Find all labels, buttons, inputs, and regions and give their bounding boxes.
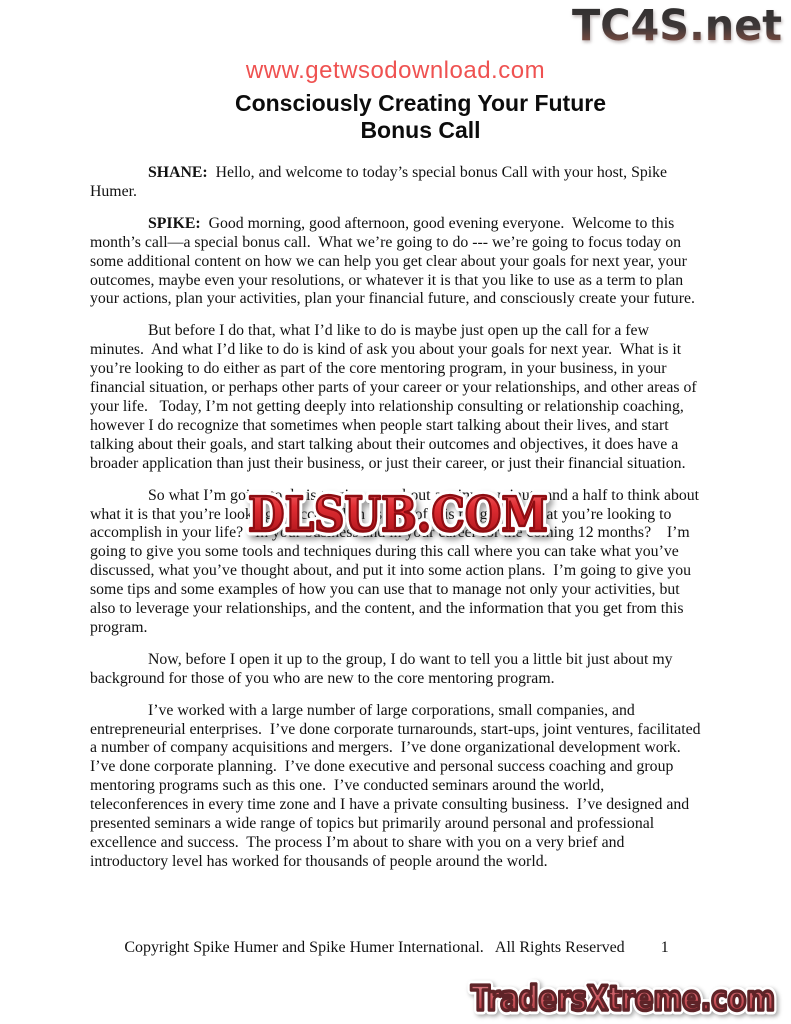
paragraph-text: Now, before I open it up to the group, I do want to tell you a little bit just about my background for those of you who are new to the core mentoring program.: [90, 650, 677, 687]
page-title-line2: Bonus Call: [360, 117, 481, 143]
dlsub-watermark-graphic: [240, 486, 556, 544]
tc4s-logo: [565, 2, 789, 55]
transcript-paragraph: [90, 215, 703, 310]
dlsub-watermark: [240, 486, 556, 549]
speaker-label: SPIKE:: [148, 214, 201, 232]
page-title-line1: Consciously Creating Your Future: [234, 90, 607, 116]
paragraph-text: So what I’m going to do is to give you about a minute, minute and a half to think about what it is that you’re looking to accomplish as part of this program. What you’re looking to accomplish in your life? In your business and in your career for the coming 12 months? I’m going to give you some tools and techniques during this call where you can take what you’ve discussed, what you’ve thought about, and put it into some action plans. I’m going to give you some tips and some examples of how you can use that to manage not only your activities, but also to leverage your relationships, and the content, and the information that you get from this program.: [90, 486, 704, 636]
tradersxtreme-logo-graphic: [463, 977, 783, 1023]
site-url-text: www.getwsodownload.com: [245, 57, 546, 84]
paragraph-text: Good morning, good afternoon, good evening everyone. Welcome to this month’s call—a special bonus call. What we’re going to do --- we’re going to focus today on some additional content on how we can help you get clear about your goals for next year, your outcomes, maybe even your resolutions, or whatever it is that you like to use as a term to plan your actions, plan your activities, plan your financial future, and consciously create your future.: [90, 214, 695, 308]
paragraph-text: I’ve worked with a large number of large corporations, small companies, and entrepreneurial enterprises. I’ve done corporate turnarounds, start-ups, joint ventures, facilitated a number of company acquisitions and mergers. I’ve done organizational development work. I’ve done corporate planning. I’ve done executive and personal success coaching and group mentoring programs such as this one. I’ve conducted seminars around the world, teleconferences in every time zone and I have a private consulting business. I’ve designed and presented seminars a wide range of topics but primarily around personal and professional excellence and success. The process I’m about to share with you on a very brief and introductory level has worked for thousands of people around the world.: [90, 701, 705, 870]
transcript-paragraph: [90, 702, 703, 872]
tradersxtreme-logo-text: TradersXtreme.com: [471, 979, 775, 1019]
tc4s-logo-text: TC4S.net: [572, 2, 782, 50]
dlsub-watermark-text: DLSUB.COM: [248, 487, 548, 543]
page-title: [25, 90, 791, 144]
transcript-paragraph: [90, 651, 703, 689]
transcript-paragraph: [90, 322, 703, 473]
tradersxtreme-logo: [463, 977, 783, 1024]
page-number: 1: [660, 939, 669, 956]
dlsub-watermark-outline: DLSUB.COM: [248, 487, 548, 543]
paragraph-text: Hello, and welcome to today’s special bonus Call with your host, Spike Humer.: [90, 164, 671, 200]
copyright-text: Copyright Spike Humer and Spike Humer International. All Rights Reserved: [124, 939, 625, 956]
tc4s-logo-graphic: [565, 2, 789, 50]
paragraph-text: But before I do that, what I’d like to do is maybe just open up the call for a few minutes. And what I’d like to do is kind of ask you about your goals for next year. What is it you’re looking to do either as part of the core mentoring program, in your business, in your financial situation, or perhaps other parts of your career or your relationships, and other areas of your life. Today, I’m not getting deeply into relationship consulting or relationship coaching, however I do recognize that sometimes when people start talking about their lives, and start talking about their goals, and start talking about their outcomes and objectives, it does have a broader application than just their business, or just their career, or just their financial situation.: [90, 322, 701, 472]
tradersxtreme-logo-outline: TradersXtreme.com: [471, 979, 775, 1019]
page-footer: [90, 939, 703, 957]
speaker-label: SHANE:: [148, 164, 208, 181]
transcript-paragraph: [90, 164, 703, 202]
